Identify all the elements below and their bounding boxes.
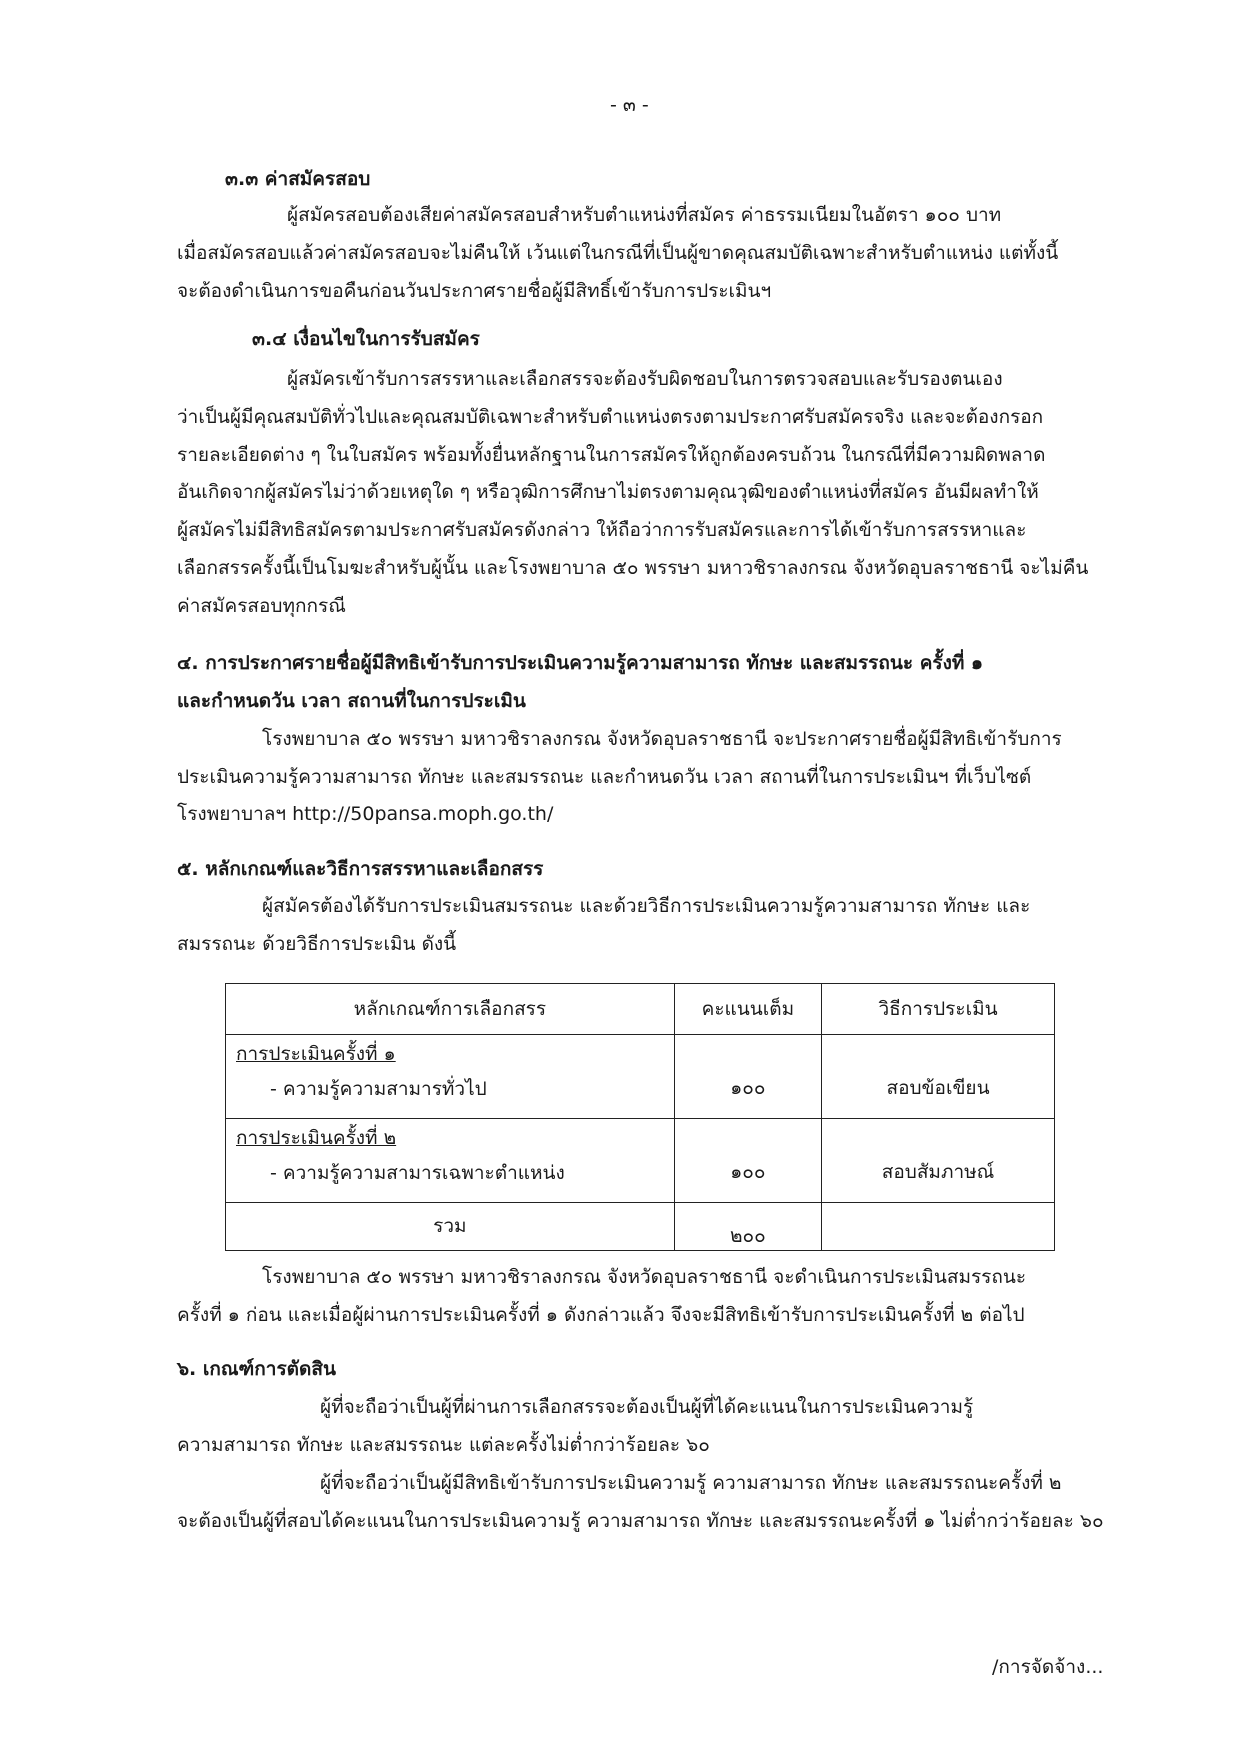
assessment-round-label: การประเมินครั้งที่ ๒ [236,1127,397,1149]
section-5-heading: ๕. หลักเกณฑ์และวิธีการสรรหาและเลือกสรร [177,858,544,880]
section-4-heading-cont: และกำหนดวัน เวลา สถานที่ในการประเมิน [177,690,526,712]
paragraph-line: ครั้งที่ ๑ ก่อน และเมื่อผู้ผ่านการประเมินครั้งที่ ๑ ดังกล่าวแล้ว จึงจะมีสิทธิเข้ารับการประเมินครั้งที่ ๒ ต่อไป [177,1304,1025,1326]
paragraph-line: ผู้สมัครสอบต้องเสียค่าสมัครสอบสำหรับตำแหน่งที่สมัคร ค่าธรรมเนียมในอัตรา ๑๐๐ บาท [287,204,1002,226]
paragraph-line: ผู้ที่จะถือว่าเป็นผู้ที่ผ่านการเลือกสรรจะต้องเป็นผู้ที่ได้คะแนนในการประเมินความรู้ [320,1396,974,1418]
table-total-row [226,1203,1055,1251]
paragraph-line: โรงพยาบาล ๕๐ พรรษา มหาวชิราลงกรณ จังหวัดอุบลราชธานี จะดำเนินการประเมินสมรรถนะ [262,1266,1027,1288]
paragraph-line: ประเมินความรู้ความสามารถ ทักษะ และสมรรถนะ และกำหนดวัน เวลา สถานที่ในการประเมินฯ ที่เว็บไซต์ [177,766,1032,788]
score-cell: ๑๐๐ [674,1035,821,1119]
criteria-cell [226,1035,675,1119]
paragraph-line: โรงพยาบาล ๕๐ พรรษา มหาวชิราลงกรณ จังหวัดอุบลราชธานี จะประกาศรายชื่อผู้มีสิทธิเข้ารับการ [262,728,1062,750]
section-6-heading: ๖. เกณฑ์การตัดสิน [177,1358,336,1380]
paragraph-line: ผู้สมัครเข้ารับการสรรหาและเลือกสรรจะต้องรับผิดชอบในการตรวจสอบและรับรองตนเอง [287,368,1003,390]
paragraph-line: ผู้ที่จะถือว่าเป็นผู้มีสิทธิเข้ารับการประเมินความรู้ ความสามารถ ทักษะ และสมรรถนะครั้งที่ ๒ [320,1472,1062,1494]
table-header-row [226,984,1055,1035]
paragraph-line: อันเกิดจากผู้สมัครไม่ว่าด้วยเหตุใด ๆ หรือวุฒิการศึกษาไม่ตรงตามคุณวุฒิของตำแหน่งที่สมัคร อันมีผลทำให้ [177,481,1039,503]
table-header: คะแนนเต็ม [674,984,821,1035]
paragraph-line: ผู้สมัครไม่มีสิทธิสมัครตามประกาศรับสมัครดังกล่าว ให้ถือว่าการรับสมัครและการได้เข้ารับการสรรหาและ [177,519,1027,541]
assessment-item: - ความรู้ความสามารเฉพาะตำแหน่ง [270,1162,565,1184]
paragraph-line: โรงพยาบาลฯ http://50pansa.moph.go.th/ [177,803,554,825]
assessment-round-label: การประเมินครั้งที่ ๑ [236,1043,396,1065]
table-row [226,1119,1055,1203]
score-cell: ๑๐๐ [674,1119,821,1203]
paragraph-line: ว่าเป็นผู้มีคุณสมบัติทั่วไปและคุณสมบัติเฉพาะสำหรับตำแหน่งตรงตามประกาศรับสมัครจริง และจะต้องกรอก [177,406,1044,428]
paragraph-line: ผู้สมัครต้องได้รับการประเมินสมรรถนะ และด้วยวิธีการประเมินความรู้ความสามารถ ทักษะ และ [262,895,1031,917]
table-header: วิธีการประเมิน [822,984,1055,1035]
table-row [226,1035,1055,1119]
continuation-marker: /การจัดจ้าง... [992,1656,1104,1678]
section-4-heading: ๔. การประกาศรายชื่อผู้มีสิทธิเข้ารับการประเมินความรู้ความสามารถ ทักษะ และสมรรถนะ ครั้งที่ ๑ [177,652,984,674]
paragraph-line: จะต้องดำเนินการขอคืนก่อนวันประกาศรายชื่อผู้มีสิทธิ์เข้ารับการประเมินฯ [177,280,772,302]
paragraph-line: จะต้องเป็นผู้ที่สอบได้คะแนนในการประเมินความรู้ ความสามารถ ทักษะ และสมรรถนะครั้งที่ ๑ ไม่ต่ำกว่าร้อยละ ๖๐ [177,1510,1104,1532]
paragraph-line: ความสามารถ ทักษะ และสมรรถนะ แต่ละครั้งไม่ต่ำกว่าร้อยละ ๖๐ [177,1434,710,1456]
section-3-3-heading: ๓.๓ ค่าสมัครสอบ [225,168,371,190]
empty-cell [822,1203,1055,1251]
section-3-4-heading: ๓.๔ เงื่อนไขในการรับสมัคร [252,328,480,350]
paragraph-line: ค่าสมัครสอบทุกกรณี [177,595,346,617]
assessment-item: - ความรู้ความสามารทั่วไป [270,1078,487,1100]
page-number: - ๓ - [610,94,649,116]
paragraph-line: เลือกสรรครั้งนี้เป็นโมฆะสำหรับผู้นั้น และโรงพยาบาล ๕๐ พรรษา มหาวชิราลงกรณ จังหวัดอุบลราชธานี จะไม่คืน [177,557,1089,579]
total-label: รวม [226,1203,675,1251]
paragraph-line: เมื่อสมัครสอบแล้วค่าสมัครสอบจะไม่คืนให้ เว้นแต่ในกรณีที่เป็นผู้ขาดคุณสมบัติเฉพาะสำหรับตำแหน่ง แต่ทั้งนี้ [177,242,1059,264]
paragraph-line: รายละเอียดต่าง ๆ ในใบสมัคร พร้อมทั้งยื่นหลักฐานในการสมัครให้ถูกต้องครบถ้วน ในกรณีที่มีความผิดพลาด [177,444,1046,466]
criteria-table [225,983,1055,1251]
paragraph-line: สมรรถนะ ด้วยวิธีการประเมิน ดังนี้ [177,933,457,955]
total-score: ๒๐๐ [674,1203,821,1251]
method-cell: สอบข้อเขียน [822,1035,1055,1119]
criteria-cell [226,1119,675,1203]
table-header: หลักเกณฑ์การเลือกสรร [226,984,675,1035]
method-cell: สอบสัมภาษณ์ [822,1119,1055,1203]
